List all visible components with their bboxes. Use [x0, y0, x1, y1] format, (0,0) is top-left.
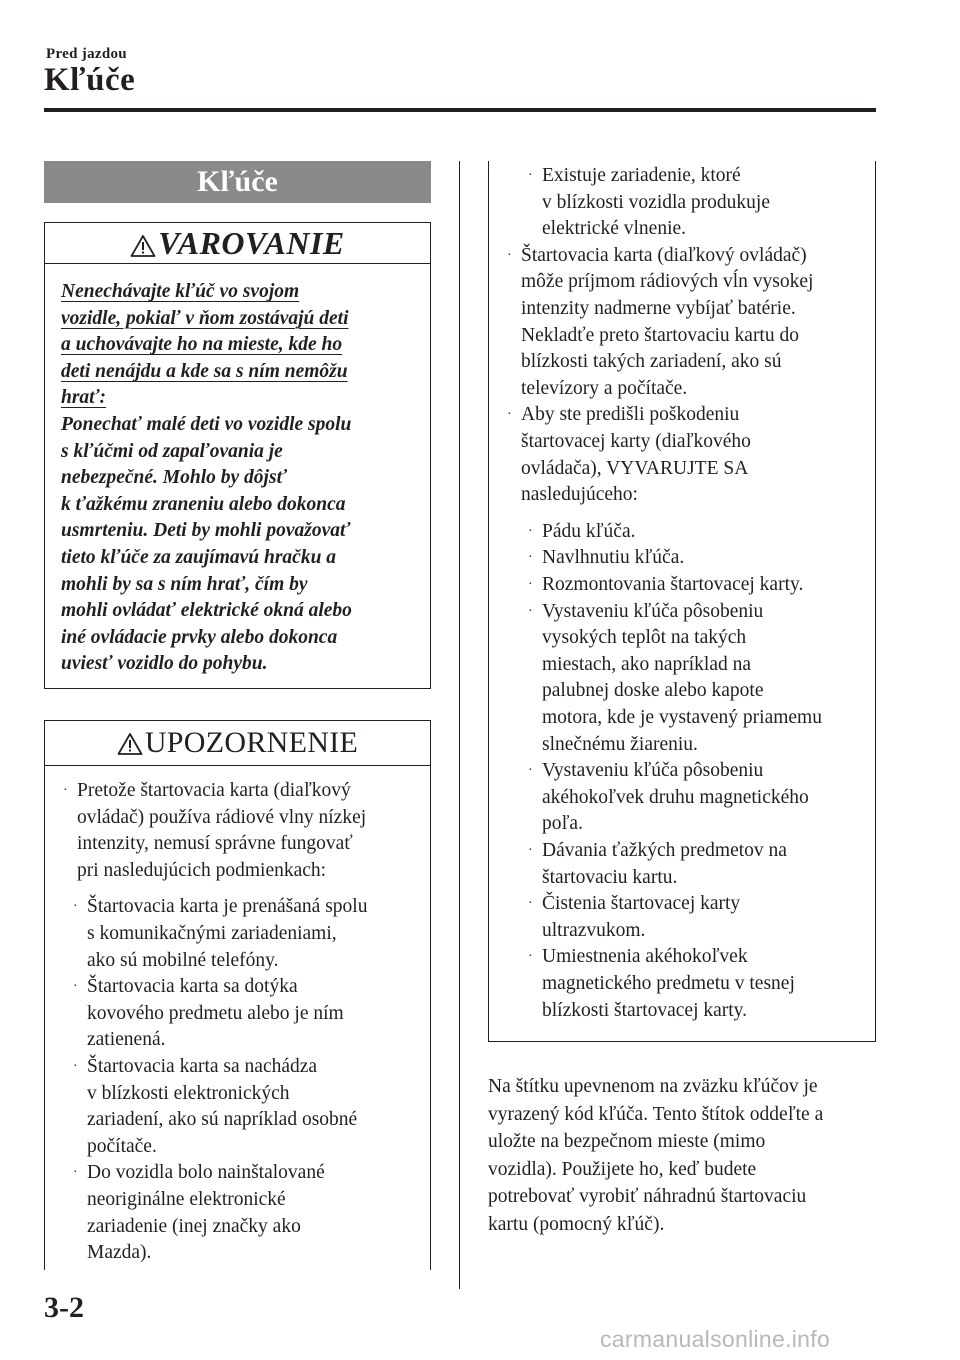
warning-box — [44, 222, 431, 689]
text-line: Dávania ťažkých predmetov na — [542, 840, 787, 861]
text-line: akéhokoľvek druhu magnetického — [542, 786, 809, 808]
bullet-icon: · — [528, 523, 533, 539]
warning-title: VAROVANIE — [158, 225, 345, 261]
section-heading: Kľúče — [44, 161, 431, 203]
text-line: magnetického predmetu v tesnej — [542, 973, 795, 994]
paragraph-line: Na štítku upevnenom na zväzku kľúčov je — [488, 1076, 818, 1097]
text-line: ovládač) používa rádiové vlny nízkej — [77, 806, 367, 828]
warning-line: mohli ovládať elektrické okná alebo — [61, 600, 352, 622]
column-divider — [459, 161, 460, 1289]
text-line: Pádu kľúča. — [542, 520, 636, 542]
warning-line: tieto kľúče za zaujímavú hračku a — [61, 546, 337, 568]
caution-box-continued — [488, 161, 876, 1042]
bullet-icon: · — [528, 949, 533, 965]
bullet-icon: · — [528, 603, 533, 619]
text-line: Rozmontovania štartovacej karty. — [542, 574, 804, 595]
bullet-icon: · — [528, 577, 533, 592]
caution-header — [45, 721, 430, 766]
bullet-icon: · — [63, 783, 68, 798]
text-line: štartovaciu kartu. — [542, 866, 678, 888]
text-line: slnečnému žiareniu. — [542, 733, 698, 755]
warning-line: uviesť vozidlo do pohybu. — [61, 653, 268, 675]
text-line: Štartovacia karta sa nachádza — [87, 1056, 318, 1077]
text-line: nasledujúceho: — [521, 484, 638, 506]
text-line: Čistenia štartovacej karty — [542, 893, 741, 915]
caution-box — [44, 720, 431, 1270]
bullet-icon: · — [528, 550, 533, 566]
text-line: motora, kde je vystavený priamemu — [542, 707, 822, 728]
paragraph-line: vyrazený kód kľúča. Tento štítok oddeľte a — [488, 1103, 824, 1125]
text-line: zatienená. — [87, 1029, 166, 1051]
text-line: Vystaveniu kľúča pôsobeniu — [542, 600, 764, 622]
text-line: elektrické vlnenie. — [542, 218, 687, 240]
text-line: Umiestnenia akéhokoľvek — [542, 946, 748, 968]
text-line: Aby ste predišli poškodeniu — [521, 404, 740, 426]
warning-emphasis-line: vozidle, pokiaľ v ňom zostávajú deti — [61, 307, 349, 329]
text-line: Nekladťe preto štartovaciu kartu do — [521, 324, 799, 346]
text-line: s komunikačnými zariadeniami, — [87, 923, 337, 944]
text-line: intenzity, nemusí správne fungovať — [77, 833, 353, 855]
text-line: Štartovacia karta sa dotýka — [87, 976, 298, 998]
text-line: Pretože štartovacia karta (diaľkový — [77, 780, 351, 801]
text-line: počítače. — [87, 1135, 157, 1157]
page-number: 3-2 — [44, 1291, 84, 1324]
watermark: carmanualsonline.info — [600, 1326, 831, 1352]
caution-title: UPOZORNENIE — [144, 726, 359, 759]
text-line: Mazda). — [87, 1242, 152, 1264]
warning-triangle-icon — [130, 234, 156, 258]
key-code-paragraph — [488, 1073, 878, 1239]
warning-line: k ťažkému zraneniu alebo dokonca — [61, 493, 346, 515]
text-line: vysokých teplôt na takých — [542, 627, 747, 649]
text-line: neoriginálne elektronické — [87, 1189, 286, 1210]
paragraph-line: vozidla). Použijete ho, keď budete — [488, 1158, 757, 1180]
paragraph-line: kartu (pomocný kľúč). — [488, 1213, 665, 1235]
text-line: Do vozidla bolo nainštalované — [87, 1162, 325, 1184]
text-line: ultrazvukom. — [542, 919, 646, 941]
text-line: zariadenie (inej značky ako — [87, 1215, 301, 1237]
text-line: ako sú mobilné telefóny. — [87, 949, 279, 971]
bullet-icon: · — [73, 899, 78, 915]
text-line: Vystaveniu kľúča pôsobeniu — [542, 760, 764, 782]
text-line: kovového predmetu alebo je ním — [87, 1002, 344, 1024]
text-line: v blízkosti elektronických — [87, 1082, 290, 1104]
text-line: v blízkosti vozidla produkuje — [542, 191, 771, 213]
text-line: zariadení, ako sú napríklad osobné — [87, 1109, 358, 1131]
warning-emphasis-line: a uchovávajte ho na mieste, kde ho — [61, 334, 343, 356]
text-line: môže príjmom rádiových vĺn vysokej — [521, 271, 814, 293]
text-line: Štartovacia karta (diaľkový ovládač) — [521, 244, 807, 266]
bullet-icon: · — [73, 1165, 78, 1181]
text-line: poľa. — [542, 813, 583, 835]
bullet-icon: · — [528, 843, 533, 858]
text-line: blízkosti takých zariadení, ako sú — [521, 351, 782, 373]
warning-line: Ponechať malé deti vo vozidle spolu — [61, 413, 352, 435]
warning-line: mohli by sa s ním hrať, čím by — [61, 573, 308, 595]
text-line: televízory a počítače. — [521, 377, 688, 399]
text-line: blízkosti štartovacej karty. — [542, 999, 748, 1021]
warning-line: iné ovládacie prvky alebo dokonca — [61, 626, 338, 648]
text-line: ovládača), VYVARUJTE SA — [521, 457, 749, 479]
text-line: miestach, ako napríklad na — [542, 653, 752, 675]
bullet-icon: · — [528, 763, 533, 779]
text-line: intenzity nadmerne vybíjať batérie. — [521, 298, 796, 319]
bullet-icon: · — [528, 896, 533, 912]
section-label: Pred jazdou — [46, 46, 127, 62]
warning-header — [45, 223, 430, 264]
bullet-icon: · — [73, 1059, 78, 1074]
bullet-icon: · — [73, 979, 78, 995]
bullet-icon: · — [507, 407, 512, 423]
warning-text — [61, 279, 421, 678]
warning-line: nebezpečné. Mohlo by dôjsť — [61, 467, 287, 489]
chapter-title: Kľúče — [44, 62, 136, 98]
caution-triangle-icon — [117, 732, 143, 756]
bullet-icon: · — [507, 247, 512, 263]
text-line: Štartovacia karta je prenášaná spolu — [87, 896, 368, 918]
text-line: pri nasledujúcich podmienkach: — [77, 859, 327, 881]
warning-emphasis-line: hrať: — [61, 387, 107, 409]
paragraph-line: potrebovať vyrobiť náhradnú štartovaciu — [488, 1186, 807, 1208]
text-line: palubnej doske alebo kapote — [542, 680, 764, 702]
header-rule — [44, 108, 876, 112]
paragraph-line: uložte na bezpečnom mieste (mimo — [488, 1131, 766, 1153]
text-line: štartovacej karty (diaľkového — [521, 431, 751, 452]
warning-emphasis-line: deti nenájdu a kde sa s ním nemôžu — [61, 360, 348, 382]
warning-emphasis-line: Nenechávajte kľúč vo svojom — [61, 281, 300, 302]
text-line: Existuje zariadenie, ktoré — [542, 165, 741, 186]
warning-line: usmrteniu. Deti by mohli považovať — [61, 520, 351, 542]
bullet-icon: · — [528, 168, 533, 183]
warning-line: s kľúčmi od zapaľovania je — [61, 440, 283, 462]
text-line: Navlhnutiu kľúča. — [542, 547, 685, 569]
